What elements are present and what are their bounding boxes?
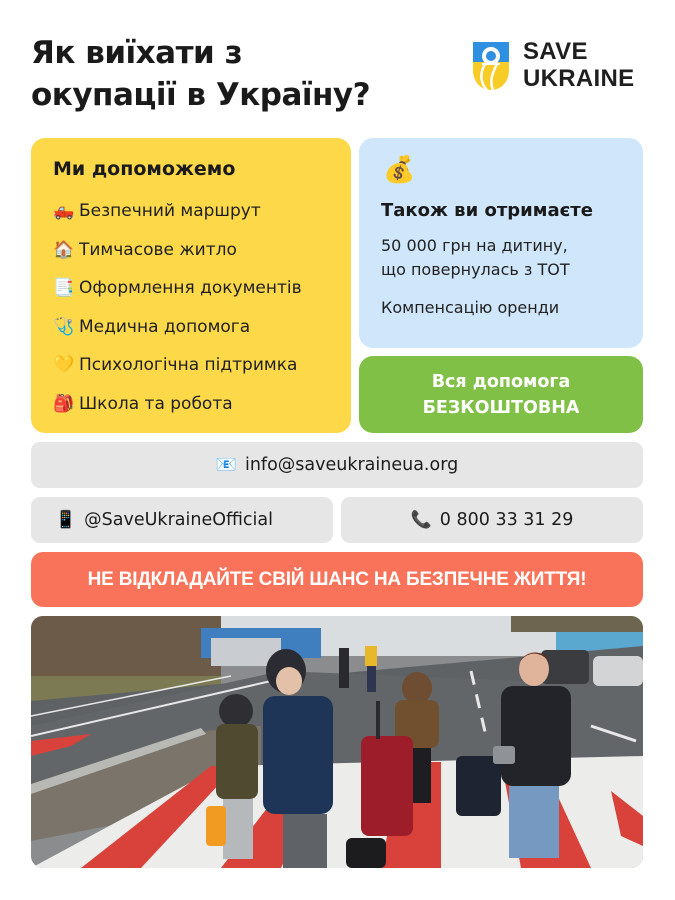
help-item-label: Тимчасове житло	[79, 239, 237, 260]
benefit-child-payment	[381, 234, 621, 282]
free-badge-line-1: Вся допомога	[431, 371, 571, 392]
logo-line-2: UKRAINE	[523, 65, 635, 92]
title-line-1: Як виїхати з	[31, 35, 243, 71]
help-item-label: Психологічна підтримка	[79, 355, 298, 376]
email-contact[interactable]	[31, 442, 643, 488]
help-item-label: Школа та робота	[79, 393, 233, 414]
shield-logo-icon	[471, 40, 511, 92]
cta-text: НЕ ВІДКЛАДАЙТЕ СВІЙ ШАНС НА БЕЗПЕЧНЕ ЖИТТЯ!	[87, 568, 587, 590]
mobile-phone-icon: 📱	[55, 510, 77, 530]
benefits-card-title: Також ви отримаєте	[381, 200, 593, 221]
photo-illustration	[31, 616, 643, 868]
stethoscope-icon: 🩺	[53, 316, 75, 337]
help-item-housing	[53, 231, 329, 270]
help-card	[31, 138, 351, 433]
social-contact[interactable]	[31, 497, 333, 543]
social-handle[interactable]: @SaveUkraineOfficial	[84, 510, 273, 530]
help-item-label: Медична допомога	[79, 316, 251, 337]
benefit-child-payment-line-1: 50 000 грн на дитину,	[381, 236, 568, 255]
logo-wordmark	[523, 38, 634, 92]
free-badge-line-2: БЕЗКОШТОВНА	[422, 397, 580, 418]
phone-number[interactable]: 0 800 33 31 29	[439, 510, 574, 530]
money-bag-icon: 💰	[383, 155, 416, 185]
help-item-psychological	[53, 346, 329, 385]
email-address[interactable]: info@saveukraineua.org	[244, 455, 459, 475]
save-ukraine-logo	[471, 38, 651, 94]
pickup-truck-icon: 🛻	[53, 201, 75, 222]
benefit-child-payment-line-2: що повернулась з ТОТ	[381, 260, 570, 279]
cta-banner	[31, 552, 643, 607]
telephone-icon: 📞	[410, 510, 432, 530]
house-icon: 🏠	[53, 239, 75, 260]
evacuation-photo	[31, 616, 643, 868]
backpack-icon: 🎒	[53, 393, 75, 414]
phone-contact[interactable]	[341, 497, 643, 543]
logo-line-1: SAVE	[523, 38, 588, 65]
title-line-2: окупації в Україну?	[31, 77, 371, 113]
benefit-rent-compensation: Компенсацію оренди	[381, 298, 560, 317]
help-item-documents	[53, 269, 329, 308]
help-item-label: Оформлення документів	[79, 278, 302, 299]
document-icon: 📑	[53, 278, 75, 299]
benefits-card	[359, 138, 643, 348]
help-item-school-work	[53, 385, 329, 424]
envelope-icon: 📧	[215, 455, 237, 475]
help-card-title: Ми допоможемо	[53, 158, 236, 180]
yellow-heart-icon: 💛	[53, 355, 75, 376]
free-help-badge	[359, 356, 643, 433]
help-item-label: Безпечний маршрут	[79, 201, 261, 222]
page-title	[31, 32, 451, 116]
help-item-route	[53, 192, 329, 231]
help-item-medical	[53, 308, 329, 347]
